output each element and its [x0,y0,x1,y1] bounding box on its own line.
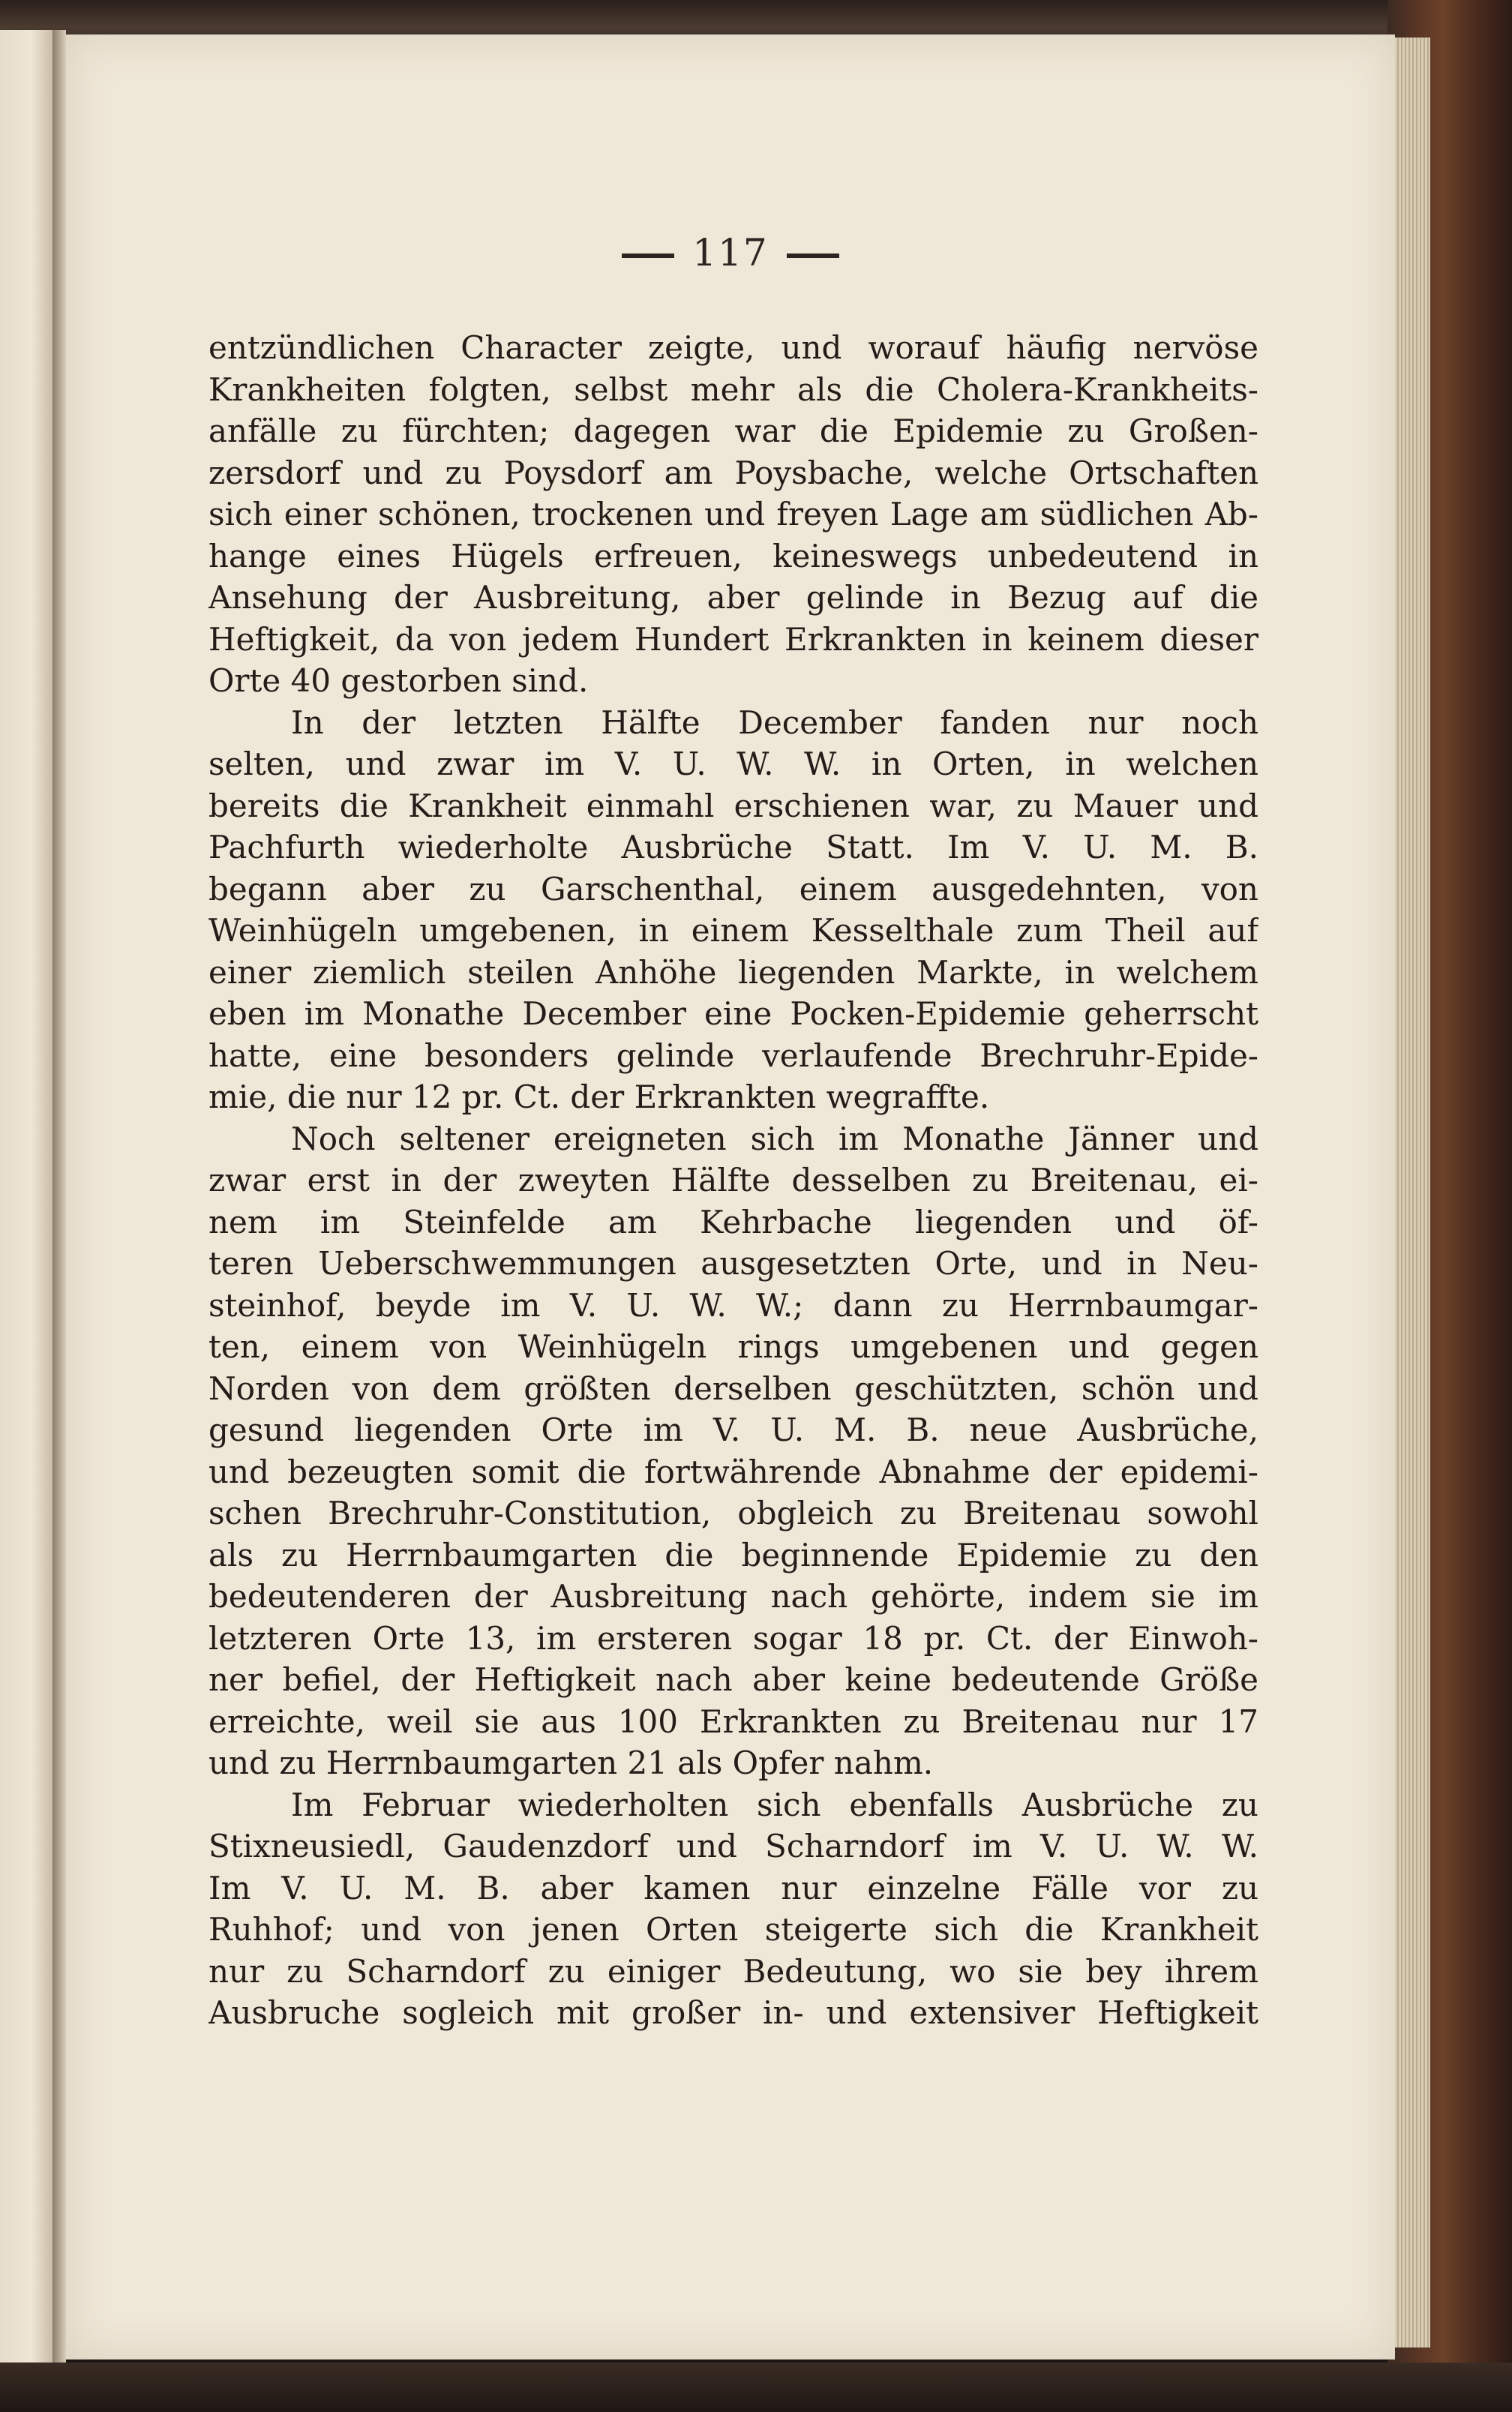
text-line: hatte, eine besonders gelinde verlaufende Brechruhr-Epide- [208,1036,1258,1074]
text-line: selten, und zwar im V. U. W. W. in Orten, in welchen [208,746,1258,782]
text-line: begann aber zu Garschenthal, einem ausgedehnten, von [208,870,1258,908]
text-line: Im Februar wiederholten sich ebenfalls Ausbrüche zu [291,1786,1258,1823]
text-line: einer ziemlich steilen Anhöhe liegenden Markte, in welchem [208,953,1258,991]
book-binding-bottom [0,2362,1512,2412]
page-number: 117 [692,231,769,274]
page-number-header [66,231,1395,274]
paragraph [208,1118,1258,1784]
text-line: nur zu Scharndorf zu einiger Bedeutung, wo sie bey ihrem [208,1952,1258,1990]
text-line: anfälle zu fürchten; dagegen war die Epidemie zu Großen- [208,412,1258,449]
page-gutter [52,30,66,2362]
header-dash-right [787,254,839,258]
text-line: schen Brechruhr-Constitution, obgleich zu Breitenau sowohl [208,1495,1258,1532]
text-line: In der letzten Hälfte December fanden nur noch [291,704,1258,741]
text-line: Orte 40 gestorben sind. [208,662,589,699]
text-line: Noch seltener ereigneten sich im Monathe Jänner und [291,1120,1258,1157]
text-line: zwar erst in der zweyten Hälfte desselben zu Breitenau, ei- [208,1162,1258,1198]
paragraph [208,327,1258,702]
text-line: hange eines Hügels erfreuen, keineswegs unbedeutend in [208,537,1258,574]
text-line: mie, die nur 12 pr. Ct. der Erkrankten wegraffte. [208,1078,990,1115]
text-line: Stixneusiedl, Gaudenzdorf und Scharndorf im V. U. W. W. [208,1828,1258,1864]
text-line: bedeutenderen der Ausbreitung nach gehörte, indem sie im [208,1578,1258,1615]
page-body-text [208,327,1258,2034]
paragraph [208,1784,1258,2034]
text-line: Heftigkeit, da von jedem Hundert Erkrankten in keinem dieser [208,620,1258,658]
text-line: letzteren Orte 13, im ersteren sogar 18 pr. Ct. der Einwoh- [208,1619,1258,1657]
text-line: sich einer schönen, trockenen und freyen Lage am südlichen Ab- [208,496,1258,532]
text-line: gesund liegenden Orte im V. U. M. B. neue Ausbrüche, [208,1412,1258,1448]
page-stack-edges [1391,38,1430,2348]
text-line: ner befiel, der Heftigkeit nach aber keine bedeutende Größe [208,1661,1258,1698]
book-page [66,34,1395,2360]
text-line: steinhof, beyde im V. U. W. W.; dann zu Herrnbaumgar- [208,1286,1258,1324]
text-line: Ansehung der Ausbreitung, aber gelinde in Bezug auf die [208,579,1258,616]
text-line: ten, einem von Weinhügeln rings umgebenen und gegen [208,1328,1258,1365]
text-line: Weinhügeln umgebenen, in einem Kesselthale zum Theil auf [208,912,1258,949]
text-line: zersdorf und zu Poysdorf am Poysbache, welche Ortschaften [208,454,1258,491]
text-line: Norden von dem größten derselben geschützten, schön und [208,1370,1258,1407]
text-line: entzündlichen Character zeigte, und worauf häufig nervöse [208,329,1258,366]
text-line: Im V. U. M. B. aber kamen nur einzelne Fälle vor zu [208,1869,1258,1906]
text-line: eben im Monathe December eine Pocken-Epidemie geherrscht [208,995,1258,1032]
text-line: als zu Herrnbaumgarten die beginnende Epidemie zu den [208,1536,1258,1574]
text-line: erreichte, weil sie aus 100 Erkrankten zu Breitenau nur 17 [208,1702,1258,1740]
text-line: nem im Steinfelde am Kehrbache liegenden und öf- [208,1203,1258,1240]
text-line: bereits die Krankheit einmahl erschienen war, zu Mauer und [208,787,1258,824]
text-line: Krankheiten folgten, selbst mehr als die Cholera-Krankheits- [208,370,1258,408]
text-line: Ausbruche sogleich mit großer in- und extensiver Heftigkeit [208,1994,1258,2031]
text-line: und bezeugten somit die fortwährende Abnahme der epidemi- [208,1453,1258,1490]
text-line: Pachfurth wiederholte Ausbrüche Statt. Im V. U. M. B. [208,829,1258,866]
text-line: und zu Herrnbaumgarten 21 als Opfer nahm. [208,1744,934,1781]
facing-page-edge [0,30,52,2362]
text-line: teren Ueberschwemmungen ausgesetzten Orte, und in Neu- [208,1245,1258,1282]
header-dash-left [622,254,674,258]
paragraph [208,702,1258,1118]
text-line: Ruhhof; und von jenen Orten steigerte sich die Krankheit [208,1911,1258,1948]
